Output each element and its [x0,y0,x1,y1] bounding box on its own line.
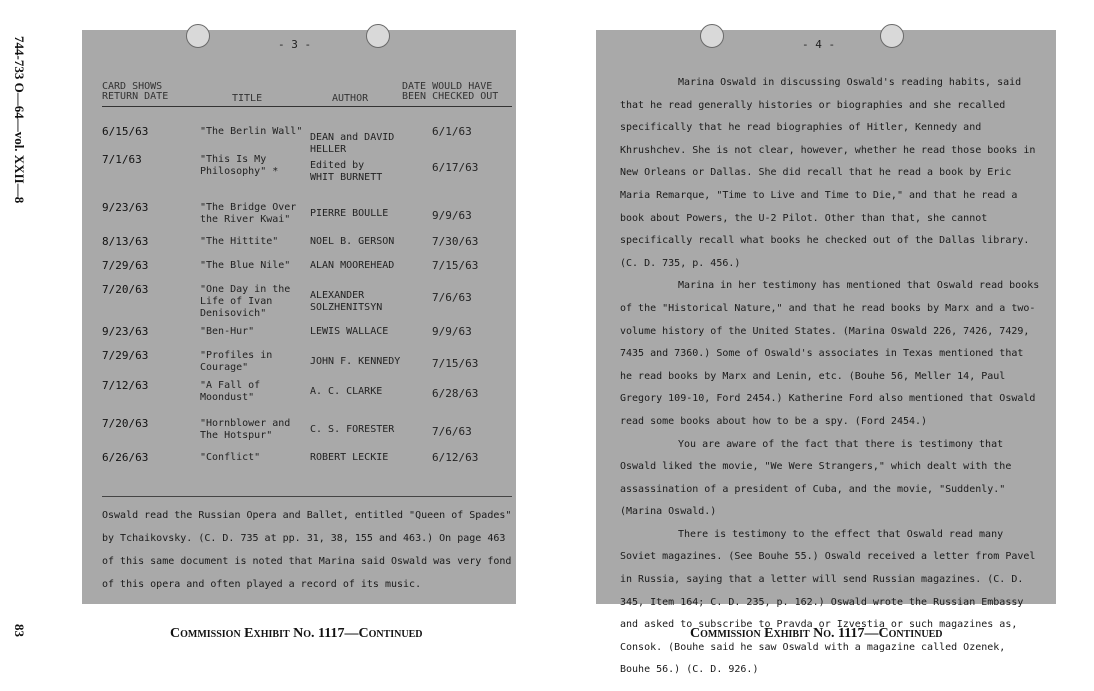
header-checked-date: DATE WOULD HAVE BEEN CHECKED OUT [402,81,499,102]
author-cell: A. C. CLARKE [310,386,383,397]
document-page-3 [82,30,516,604]
punch-hole [366,24,390,48]
exhibit-caption-left: Commission Exhibit No. 1117—Continued [170,626,423,641]
return-date-cell: 8/13/63 [102,235,149,248]
paragraph-reading-habits: Marina Oswald in discussing Oswald's reading habits, said that he read generally histories or biographies and she recalled specifically that he read biographies of Hitler, Kennedy and Khrushchev. She is not clear, however, whether he read those books in New Orleans or Dallas. She did recall that he read a book by Eric Maria Remarque, "Time to Live and Time to Die," and that he read a book about Powers, the U-2 Pilot. Other than that, she cannot specifically recall what books he checked out of the Dallas library. (C. D. 735, p. 456.) [620,77,1036,269]
return-date-cell: 9/23/63 [102,325,149,338]
checked-date-cell: 6/12/63 [432,451,479,464]
author-cell: PIERRE BOULLE [310,208,389,219]
author-cell: DEAN and DAVID HELLER [310,132,395,155]
punch-hole [186,24,210,48]
checked-date-cell: 9/9/63 [432,325,472,338]
return-date-cell: 7/29/63 [102,259,149,272]
title-cell: "The Berlin Wall" [200,126,303,137]
section-rule [102,496,512,497]
return-date-cell: 6/26/63 [102,451,149,464]
header-author: AUTHOR [332,93,369,104]
return-date-cell: 9/23/63 [102,201,149,214]
page-label: - 3 - [278,38,312,51]
body-text [620,72,1040,682]
header-rule [102,106,512,107]
return-date-cell: 7/12/63 [102,379,149,392]
page-label: - 4 - [802,38,836,51]
title-cell: "This Is My Philosophy" * [200,154,279,177]
title-cell: "Conflict" [200,452,261,463]
checked-date-cell: 7/15/63 [432,259,479,272]
checked-date-cell: 6/17/63 [432,161,479,174]
checked-date-cell: 6/1/63 [432,125,472,138]
author-cell: ALEXANDER SOLZHENITSYN [310,290,383,313]
checked-date-cell: 7/6/63 [432,425,472,438]
punch-hole [880,24,904,48]
checked-date-cell: 9/9/63 [432,209,472,222]
author-cell: NOEL B. GERSON [310,236,395,247]
title-cell: "A Fall of Moondust" [200,380,261,403]
paragraph-testimony-books: Marina in her testimony has mentioned that Oswald read books of the "Historical Nature," and that he read books by Marx and a two-volume history of the United States. (Marina Oswald 226, 7426, 7429, 7435 and 7360.) Some of Oswald's associates in Texas mentioned that he read books by Marx and Lenin, etc. (Bouhe 56, Meller 14, Paul Gregory 109-10, Ford 2454.) Katherine Ford also mentioned that Oswald read some books about how to be a spy. (Ford 2454.) [620,280,1040,427]
checked-date-cell: 6/28/63 [432,387,479,400]
exhibit-caption-right: Commission Exhibit No. 1117—Continued [690,626,943,641]
binding-margin [6,0,46,691]
checked-date-cell: 7/15/63 [432,357,479,370]
return-date-cell: 6/15/63 [102,125,149,138]
author-cell: JOHN F. KENNEDY [310,356,401,367]
opera-paragraph: Oswald read the Russian Opera and Ballet, entitled "Queen of Spades" by Tchaikovsky. (C. D. 735 at pp. 31, 38, 155 and 463.) On page 463 of this same document is noted that Marina said Oswald was very fond of this opera and often played a record of its music. [102,510,512,590]
table-header [102,82,512,106]
title-cell: "The Hittite" [200,236,279,247]
return-date-cell: 7/20/63 [102,417,149,430]
title-cell: "One Day in the Life of Ivan Denisovich" [200,284,291,319]
title-cell: "The Bridge Over the River Kwai" [200,202,297,225]
author-cell: Edited by WHIT BURNETT [310,160,383,183]
title-cell: "Profiles in Courage" [200,350,273,373]
checked-date-cell: 7/6/63 [432,291,472,304]
checked-date-cell: 7/30/63 [432,235,479,248]
return-date-cell: 7/20/63 [102,283,149,296]
header-title: TITLE [232,93,263,104]
author-cell: ROBERT LECKIE [310,452,389,463]
return-date-cell: 7/1/63 [102,153,142,166]
paragraph-magazines: There is testimony to the effect that Oswald read many Soviet magazines. (See Bouhe 55.) Oswald received a letter from Pavel in Russia, saying that a letter will send Russian magazines. (C. D. 345, Item 164; C. D. 235, p. 162.) Oswald wrote the Russian Embassy and asked to subscribe to Pravda or Izvestia or such magazines as, Consok. (Bouhe said he saw Oswald with a magazine called Ozenek, Bouhe 56.) (C. D. 926.) [620,528,1036,676]
author-cell: LEWIS WALLACE [310,326,389,337]
author-cell: C. S. FORESTER [310,424,395,435]
author-cell: ALAN MOOREHEAD [310,260,395,271]
title-cell: "Ben-Hur" [200,326,255,337]
paragraph-movies: You are aware of the fact that there is testimony that Oswald liked the movie, "We Were Strangers," which dealt with the assassination of a president of Cuba, and the movie, "Suddenly." (Marina Oswald.) [620,438,1012,518]
title-cell: "The Blue Nile" [200,260,291,271]
return-date-cell: 7/29/63 [102,349,149,362]
margin-page-number: 83 [12,624,27,637]
header-return-date: CARD SHOWS RETURN DATE [102,81,169,102]
title-cell: "Hornblower and The Hotspur" [200,418,291,441]
volume-line: 744-733 O—64—vol. XXII—8 [12,36,27,204]
punch-hole [700,24,724,48]
